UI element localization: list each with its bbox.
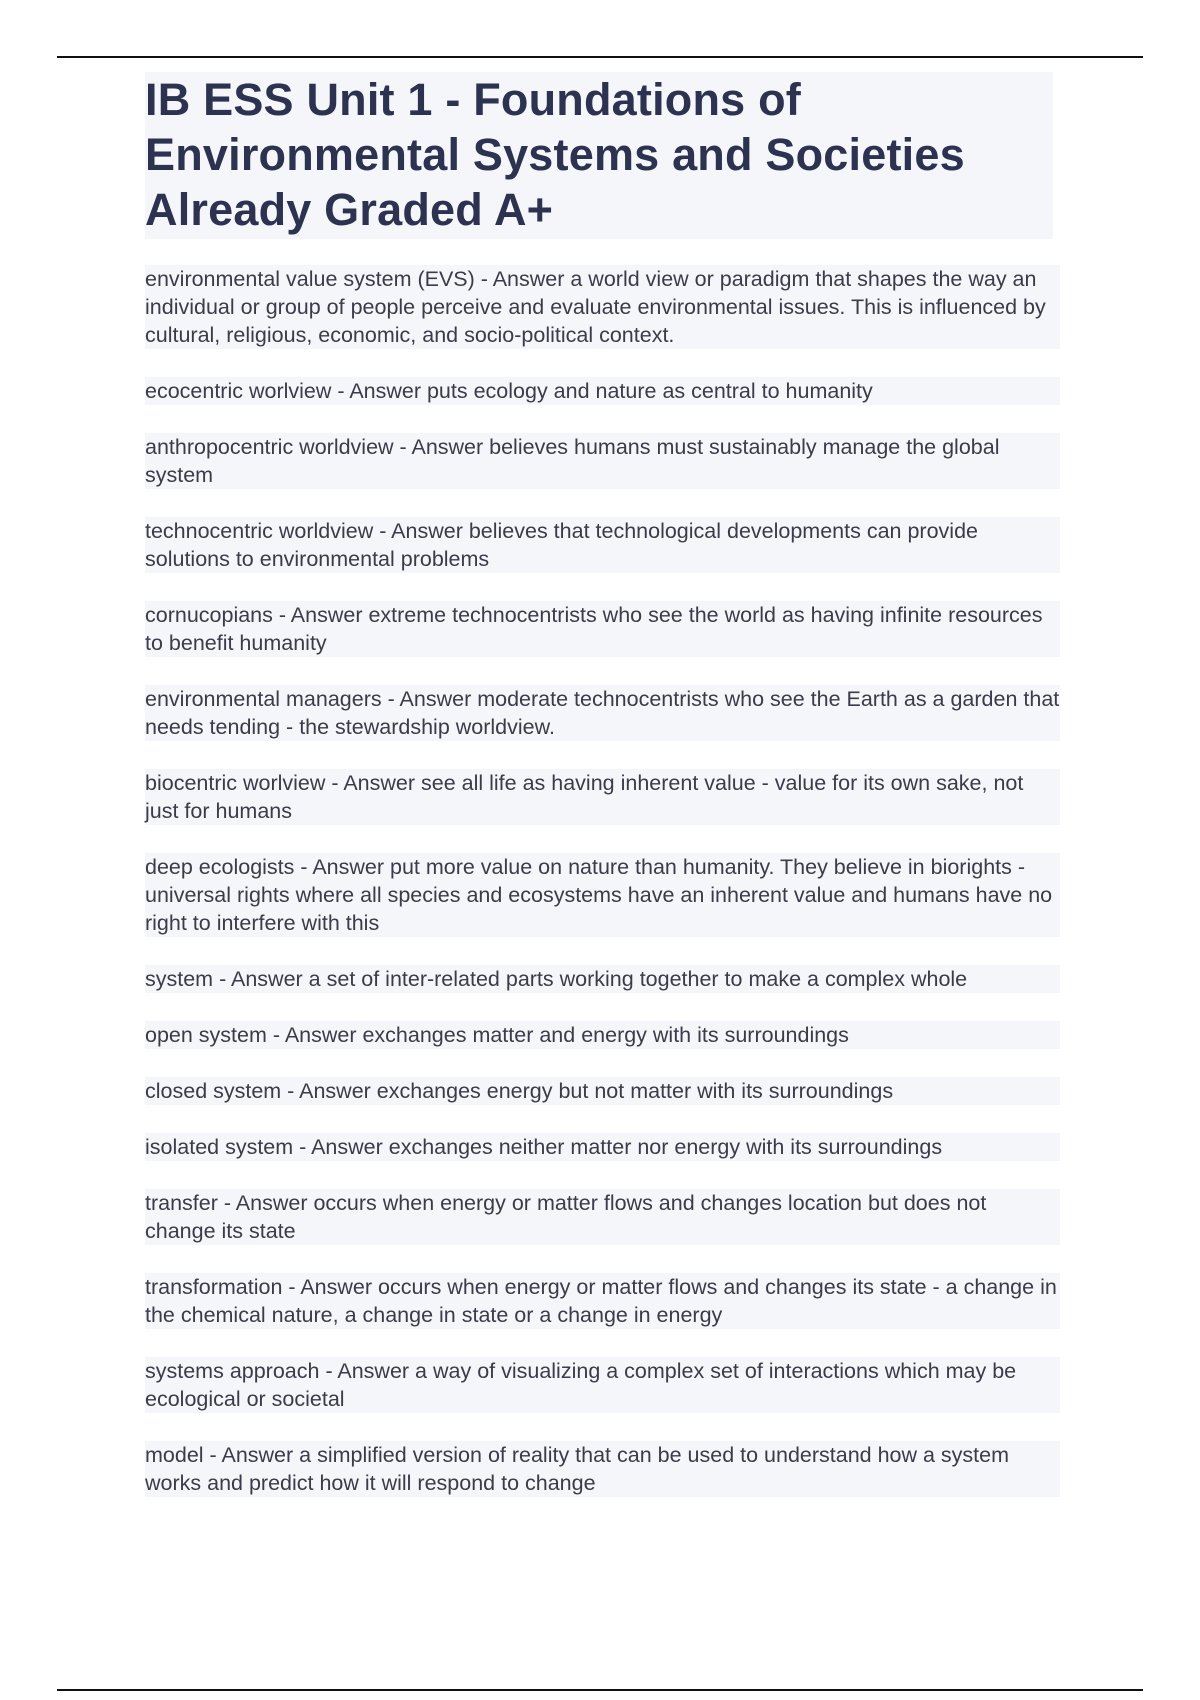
entry-text: ecocentric worlview - Answer puts ecology and nature as central to humanity: [145, 379, 873, 403]
entry-text: technocentric worldview - Answer believes that technological developments can provide solutions to environmental problems: [145, 519, 978, 571]
entry-text: environmental managers - Answer moderate technocentrists who see the Earth as a garden that needs tending - the stewardship worldview.: [145, 687, 1060, 739]
entry-text: environmental value system (EVS) - Answer a world view or paradigm that shapes the way an individual or group of people perceive and evaluate environmental issues. This is influenced by cultural, religious, economic, and socio-political context.: [145, 267, 1046, 347]
list-item: [145, 517, 1060, 573]
entry-text: model - Answer a simplified version of reality that can be used to understand how a system works and predict how it will respond to change: [145, 1443, 1010, 1495]
list-item: [145, 965, 1060, 993]
document-title: IB ESS Unit 1 - Foundations of Environmental Systems and Societies Already Graded A+: [145, 74, 965, 235]
list-item: [145, 1441, 1060, 1497]
entry-text: biocentric worlview - Answer see all life as having inherent value - value for its own sake, not just for humans: [145, 771, 1024, 823]
list-item: [145, 377, 1060, 405]
bottom-divider: [57, 1689, 1143, 1691]
entry-text: systems approach - Answer a way of visualizing a complex set of interactions which may be ecological or societal: [145, 1359, 1017, 1411]
list-item: [145, 853, 1060, 937]
list-item: [145, 1021, 1060, 1049]
title-block: [145, 72, 1053, 239]
list-item: [145, 685, 1060, 741]
list-item: [145, 601, 1060, 657]
list-item: [145, 1189, 1060, 1245]
entry-list: [145, 265, 1060, 1525]
list-item: [145, 1357, 1060, 1413]
entry-text: deep ecologists - Answer put more value on nature than humanity. They believe in biorights - universal rights where all species and ecosystems have an inherent value and humans have no right to interfere with this: [145, 855, 1053, 935]
list-item: [145, 433, 1060, 489]
entry-text: cornucopians - Answer extreme technocentrists who see the world as having infinite resources to benefit humanity: [145, 603, 1043, 655]
list-item: [145, 1077, 1060, 1105]
entry-text: system - Answer a set of inter-related parts working together to make a complex whole: [145, 967, 968, 991]
entry-text: transformation - Answer occurs when energy or matter flows and changes its state - a change in the chemical nature, a change in state or a change in energy: [145, 1275, 1057, 1327]
list-item: [145, 769, 1060, 825]
list-item: [145, 1273, 1060, 1329]
top-divider: [57, 56, 1143, 58]
list-item: [145, 1133, 1060, 1161]
entry-text: anthropocentric worldview - Answer believes humans must sustainably manage the global system: [145, 435, 1000, 487]
entry-text: isolated system - Answer exchanges neither matter nor energy with its surroundings: [145, 1135, 943, 1159]
entry-text: open system - Answer exchanges matter and energy with its surroundings: [145, 1023, 849, 1047]
list-item: [145, 265, 1060, 349]
entry-text: closed system - Answer exchanges energy but not matter with its surroundings: [145, 1079, 894, 1103]
entry-text: transfer - Answer occurs when energy or matter flows and changes location but does not change its state: [145, 1191, 987, 1243]
